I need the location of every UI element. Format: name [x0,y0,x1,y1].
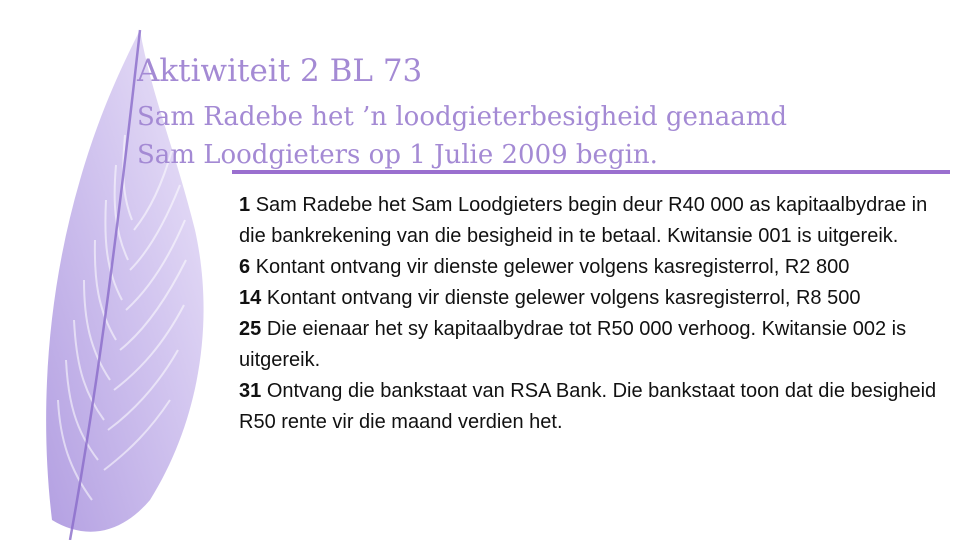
entry-text: Kontant ontvang vir dienste gelewer volgens kasregisterrol, R8 500 [266,287,861,309]
transaction-entry [239,283,954,314]
entry-day: 31 [239,380,262,402]
entry-text: Sam Radebe het Sam Loodgieters begin deur R40 000 as kapitaalbydrae in die bankrekening van die besigheid in te betaal. Kwitansie 001 is uitgereik. [239,194,928,247]
entry-day: 25 [239,318,262,340]
transaction-entry [239,252,954,283]
slide-title: Aktiwiteit 2 BL 73 [137,53,423,89]
transaction-entry [239,190,954,252]
transaction-list [239,190,954,438]
entry-day: 6 [239,256,251,278]
entry-text: Kontant ontvang vir dienste gelewer volgens kasregisterrol, R2 800 [255,256,850,278]
transaction-entry [239,314,954,376]
entry-text: Ontvang die bankstaat van RSA Bank. Die bankstaat toon dat die besigheid R50 rente vir die maand verdien het. [239,380,937,433]
subtitle-line-1: Sam Radebe het ’n loodgieterbesigheid genaamd [137,102,787,132]
title-underline [232,170,950,174]
transaction-entry [239,376,954,438]
slide-subtitle [137,98,787,174]
entry-text: Die eienaar het sy kapitaalbydrae tot R50 000 verhoog. Kwitansie 002 is uitgereik. [239,318,907,371]
subtitle-line-2: Sam Loodgieters op 1 Julie 2009 begin. [137,140,658,170]
entry-day: 1 [239,194,251,216]
entry-day: 14 [239,287,262,309]
